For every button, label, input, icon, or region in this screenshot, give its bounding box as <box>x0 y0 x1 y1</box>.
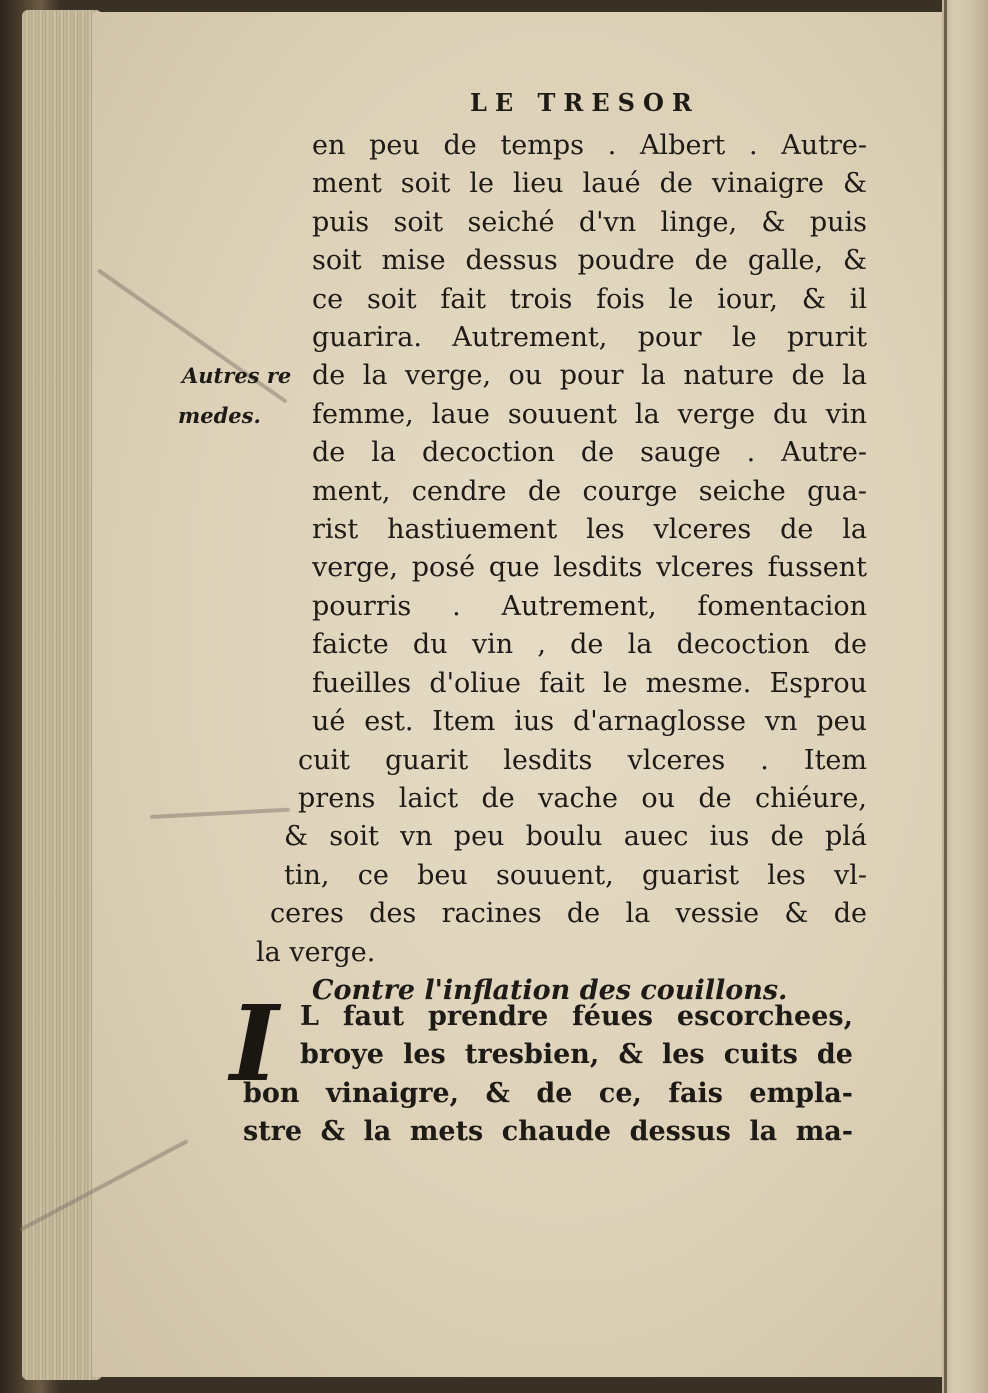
text-line: fueilles d'oliue fait le mesme. Esprou <box>312 667 867 699</box>
text-line: ment soit le lieu laué de vinaigre & <box>312 168 867 200</box>
facing-page-edge <box>942 0 988 1393</box>
text-line: soit mise dessus poudre de galle, & <box>312 245 867 277</box>
text-line: stre & la mets chaude dessus la ma- <box>243 1116 853 1148</box>
text-line: guarira. Autrement, pour le prurit <box>312 322 867 354</box>
text-line: la verge. <box>256 936 376 968</box>
text-line: pourris . Autrement, fomentacion <box>312 590 867 622</box>
text-line: femme, laue souuent la verge du vin <box>312 398 867 430</box>
text-line: en peu de temps . Albert . Autre- <box>312 130 867 161</box>
text-line: cuit guarit lesdits vlceres . Item <box>298 744 867 776</box>
text-line: faicte du vin , de la decoction de <box>312 629 867 661</box>
body-text <box>256 127 867 1010</box>
text-line: ment, cendre de courge seiche gua- <box>312 475 867 507</box>
text-line: de la decoction de sauge . Autre- <box>312 437 867 469</box>
text-line: L faut prendre féues escorchees, <box>300 1001 853 1032</box>
drop-cap: I <box>230 982 279 1105</box>
margin-note-line: Autres re <box>182 363 292 388</box>
text-line: prens laict de vache ou de chiéure, <box>298 782 867 814</box>
text-line: & soit vn peu boulu auec ius de plá <box>284 821 867 853</box>
text-line: de la verge, ou pour la nature de la <box>312 360 867 392</box>
text-line: ce soit fait trois fois le iour, & il <box>312 283 867 315</box>
paragraph <box>243 998 853 1152</box>
gutter-line <box>944 0 947 1393</box>
text-line: ceres des racines de la vessie & de <box>270 898 867 930</box>
text-line: puis soit seiché d'vn linge, & puis <box>312 206 867 238</box>
margin-note <box>178 356 292 436</box>
page-edges <box>22 10 102 1380</box>
text-line: ué est. Item ius d'arnaglosse vn peu <box>312 706 867 738</box>
text-line: tin, ce beu souuent, guarist les vl- <box>284 859 867 891</box>
text-line: verge, posé que lesdits vlceres fussent <box>312 552 867 584</box>
text-line: rist hastiuement les vlceres de la <box>312 514 867 546</box>
text-line: bon vinaigre, & de ce, fais empla- <box>243 1077 853 1109</box>
text-line: broye les tresbien, & les cuits de <box>300 1039 853 1071</box>
running-head: LE TRESOR <box>470 88 700 117</box>
section-heading: Contre l'inflation des couillons. <box>312 974 788 1006</box>
margin-note-line: medes. <box>178 403 261 428</box>
